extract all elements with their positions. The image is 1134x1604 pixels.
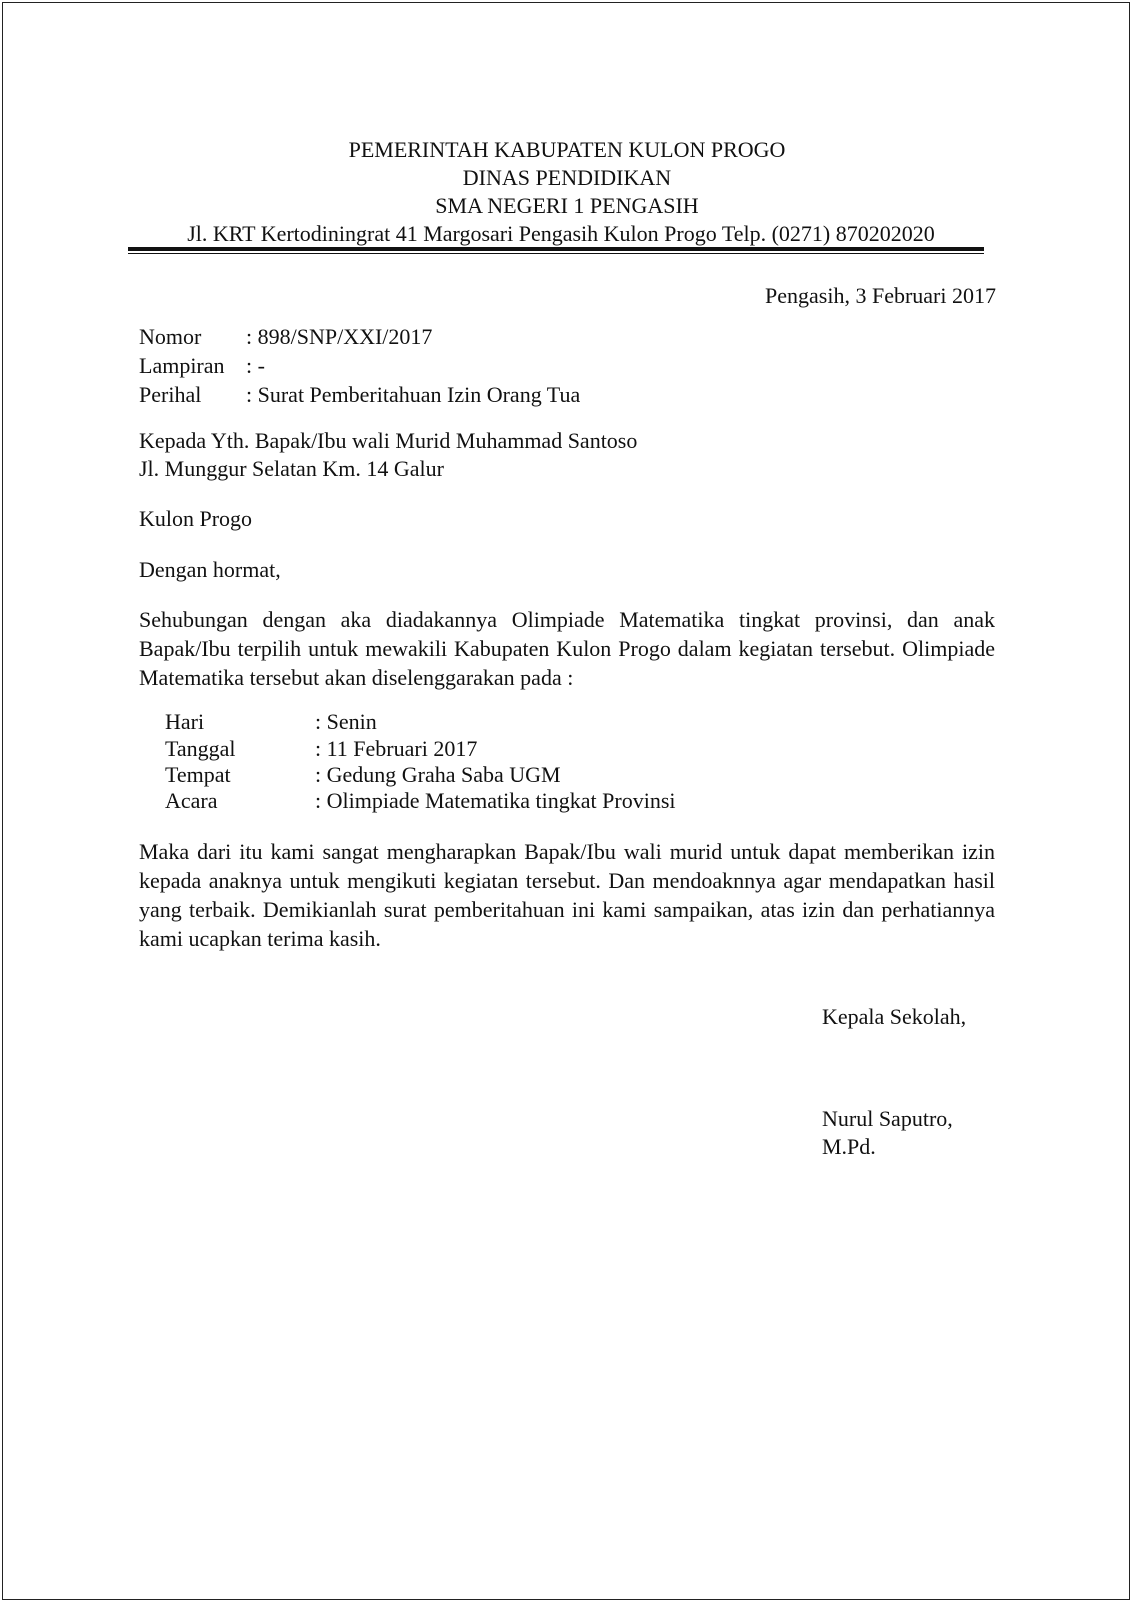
body-paragraph-closing: Maka dari itu kami sangat mengharapkan Bapak/Ibu wali murid untuk dapat memberikan izin kepada anaknya untuk mengikuti kegiatan tersebut. Dan mendoaknnya agar mendapatkan hasil yang terbaik. Demikianlah surat pemberitahuan ini kami sampaikan, atas izin dan perhatiannya kami ucapkan terima kasih.: [139, 839, 995, 951]
body-paragraph-intro: Sehubungan dengan aka diadakannya Olimpiade Matematika tingkat provinsi, dan anak Bapak/Ibu terpilih untuk mewakili Kabupaten Kulon Progo dalam kegiatan tersebut. Olimpiade Matematika tersebut akan diselenggarakan pada :: [139, 607, 995, 690]
salutation: Dengan hormat,: [139, 557, 281, 582]
detail-value-tempat: : Gedung Graha Saba UGM: [315, 762, 561, 787]
meta-label-nomor: Nomor: [139, 324, 202, 349]
signatory-name: Nurul Saputro,: [822, 1106, 953, 1131]
meta-value-perihal: : Surat Pemberitahuan Izin Orang Tua: [246, 382, 581, 407]
recipient-city: Kulon Progo: [139, 506, 253, 531]
signatory-degree: M.Pd.: [822, 1134, 876, 1159]
kop-address: Jl. KRT Kertodiningrat 41 Margosari Pengasih Kulon Progo Telp. (0271) 870202020: [187, 221, 935, 246]
meta-value-lampiran: : -: [246, 353, 265, 378]
detail-value-hari: : Senin: [315, 709, 377, 734]
recipient-address: Jl. Munggur Selatan Km. 14 Galur: [139, 456, 444, 481]
detail-value-acara: : Olimpiade Matematika tingkat Provinsi: [315, 788, 676, 813]
kop-department: DINAS PENDIDIKAN: [462, 165, 672, 190]
detail-label-tanggal: Tanggal: [165, 736, 236, 761]
detail-label-hari: Hari: [165, 709, 205, 734]
detail-label-tempat: Tempat: [165, 762, 231, 787]
letterhead-rule-thick: [128, 247, 984, 251]
letterhead-rule-thin: [128, 253, 984, 254]
meta-value-nomor: : 898/SNP/XXI/2017: [246, 324, 433, 349]
meta-label-lampiran: Lampiran: [139, 353, 225, 378]
kop-government: PEMERINTAH KABUPATEN KULON PROGO: [348, 137, 786, 162]
meta-label-perihal: Perihal: [139, 382, 202, 407]
signatory-title: Kepala Sekolah,: [822, 1004, 967, 1029]
detail-label-acara: Acara: [165, 788, 218, 813]
kop-school: SMA NEGERI 1 PENGASIH: [435, 193, 699, 218]
letter-date: Pengasih, 3 Februari 2017: [765, 283, 996, 308]
detail-value-tanggal: : 11 Februari 2017: [315, 736, 478, 761]
recipient-name: Kepada Yth. Bapak/Ibu wali Murid Muhammad Santoso: [139, 428, 638, 453]
